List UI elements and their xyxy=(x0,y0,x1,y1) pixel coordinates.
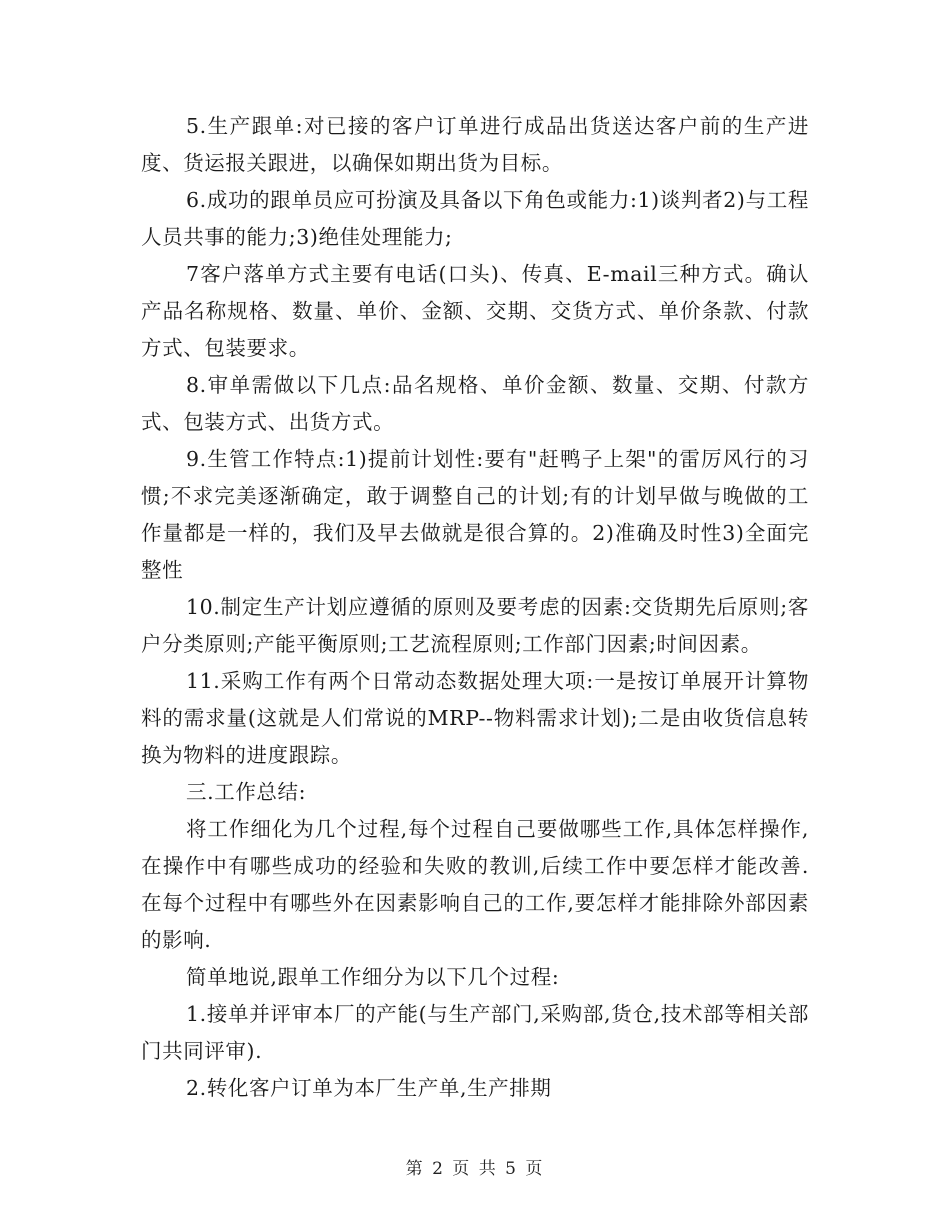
list-item-production-scheduling: 2.转化客户订单为本厂生产单,生产排期 xyxy=(186,1076,552,1100)
paragraph-purchasing: 11.采购工作有两个日常动态数据处理大项:一是按订单展开计算物料的需求量(这就是人们常说的MRP--物料需求计划);二是由收货信息转换为物料的进度跟踪。 xyxy=(141,669,809,767)
document-body xyxy=(141,108,809,1107)
paragraph-production-management: 9.生管工作特点:1)提前计划性:要有"赶鸭子上架"的雷厉风行的习惯;不求完美逐渐确定，敢于调整自己的计划;有的计划早做与晚做的工作量都是一样的，我们及早去做就是很合算的。2)准确及时性3)全面完整性 xyxy=(141,447,809,582)
paragraph-process-intro: 简单地说,跟单工作细分为以下几个过程: xyxy=(186,965,560,989)
paragraph-order-methods: 7客户落单方式主要有电话(口头)、传真、E-mail三种方式。确认产品名称规格、数量、单价、金额、交期、交货方式、单价条款、付款方式、包装要求。 xyxy=(141,262,809,360)
paragraph-merchandiser-roles: 6.成功的跟单员应可扮演及具备以下角色或能力:1)谈判者2)与工程人员共事的能力;3)绝佳处理能力; xyxy=(141,188,809,249)
paragraph-production-planning: 10.制定生产计划应遵循的原则及要考虑的因素:交货期先后原则;客户分类原则;产能平衡原则;工艺流程原则;工作部门因素;时间因素。 xyxy=(141,595,809,656)
section-heading-work-summary: 三.工作总结: xyxy=(186,780,307,804)
paragraph-production-tracking: 5.生产跟单:对已接的客户订单进行成品出货送达客户前的生产进度、货运报关跟进，以确保如期出货为目标。 xyxy=(141,114,809,175)
paragraph-order-review: 8.审单需做以下几点:品名规格、单价金额、数量、交期、付款方式、包装方式、出货方式。 xyxy=(141,373,809,434)
paragraph-work-breakdown: 将工作细化为几个过程,每个过程自己要做哪些工作,具体怎样操作,在操作中有哪些成功的经验和失败的教训,后续工作中要怎样才能改善.在每个过程中有哪些外在因素影响自己的工作,要怎样才能排除外部因素的影响. xyxy=(141,817,809,952)
page-footer: 第 2 页 共 5 页 xyxy=(405,1159,545,1179)
list-item-order-review: 1.接单并评审本厂的产能(与生产部门,采购部,货仓,技术部等相关部门共同评审). xyxy=(141,1002,809,1063)
